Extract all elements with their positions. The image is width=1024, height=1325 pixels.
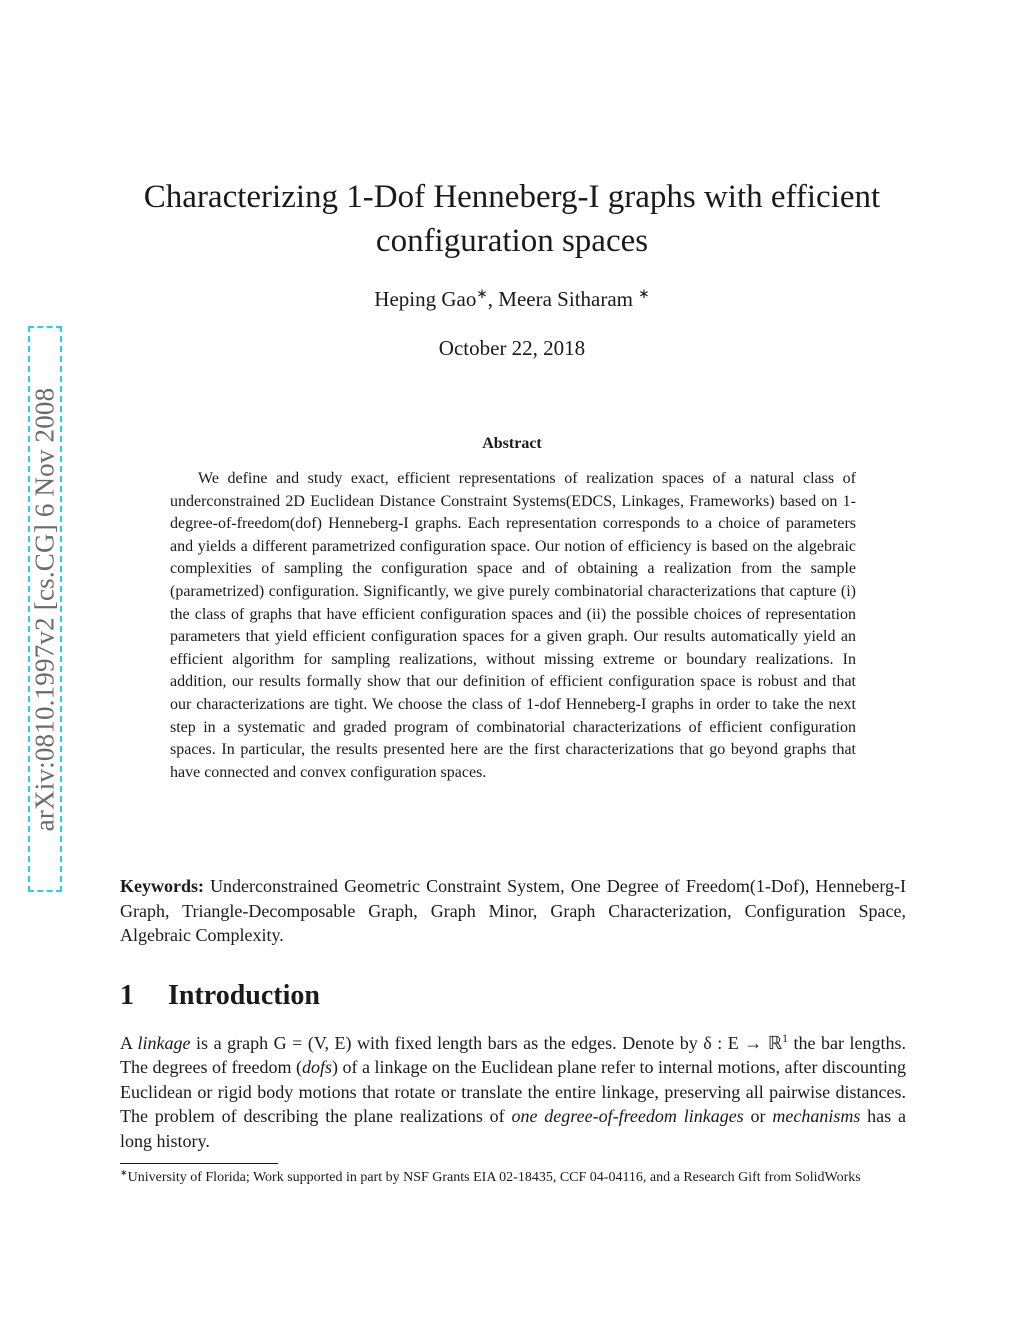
author-separator: , (487, 287, 499, 311)
intro-text: the bar lengths. The degrees of freedom ( (120, 1033, 906, 1078)
section-number: 1 (120, 980, 134, 1011)
footnote-mark: ∗ (120, 1167, 128, 1178)
author-line (100, 287, 924, 312)
affiliation-mark: ∗ (476, 286, 488, 301)
author-name: Meera Sitharam (498, 287, 633, 311)
footnote-rule (120, 1163, 278, 1164)
paper-date: October 22, 2018 (438, 336, 586, 360)
intro-text: A (120, 1033, 138, 1053)
arxiv-stamp (28, 326, 62, 892)
abstract-body: We define and study exact, efficient representations of realization spaces of a natural class of underconstrained 2D Euclidean Distance Constraint Systems(EDCS, Linkages, Frameworks) based on 1-degree-of-freedom(dof) Henneberg-I graphs. Each representation corresponds to a choice of parameters and yields a different parametrized configuration space. Our notion of efficiency is based on the algebraic complexities of sampling the configuration space and of obtaining a realization from the sample (parametrized) configuration. Significantly, we give purely combinatorial characterizations that capture (i) the class of graphs that have efficient configuration spaces and (ii) the possible choices of representation parameters that yield efficient configuration spaces for a given graph. Our results automatically yield an efficient algorithm for sampling realizations, without missing extreme or boundary realizations. In addition, our results formally show that our definition of efficient configuration space is robust and that our characterizations are tight. We choose the class of 1-dof Henneberg-I graphs in order to take the next step in a systematic and graded program of combinatorial characterizations of efficient configuration spaces. In particular, the results presented here are the first characterizations that go beyond graphs that have connected and convex configuration spaces. (170, 470, 856, 781)
intro-term: linkage (137, 1033, 191, 1053)
arxiv-stamp-text: arXiv:0810.1997v2 [cs.CG] 6 Nov 2008 (29, 387, 60, 831)
author-name: Heping Gao (374, 287, 477, 311)
intro-text: or (743, 1106, 773, 1127)
paper-title: Characterizing 1-Dof Henneberg-I graphs with efficient configuration spaces (143, 179, 881, 259)
keywords-label: Keywords: (120, 876, 204, 896)
section-heading (120, 980, 906, 1012)
footnote-text: University of Florida; Work supported in part by NSF Grants EIA 02-18435, CCF 04-04116, and a Research Gift from SolidWorks (127, 1170, 861, 1185)
intro-term: dofs (301, 1057, 332, 1078)
intro-text: is a graph G = (V, E) with fixed length bars as the edges. Denote by δ : E → ℝ (190, 1033, 783, 1053)
keywords-text: Underconstrained Geometric Constraint System, One Degree of Freedom(1-Dof), Henneberg-I Graph, Triangle-Decomposable Graph, Graph Minor, Graph Characterization, Configuration Space, Algebraic Complexity. (120, 876, 906, 945)
intro-text: ) of a linkage on the Euclidean plane refer to internal motions, after discounting Euclidean or rigid body motions that rotate or translate the entire linkage, preserving all pairwise distances. The problem of describing the plane realizations of (120, 1057, 906, 1127)
intro-superscript: 1 (782, 1032, 788, 1045)
footnote (120, 1168, 906, 1188)
intro-text: has a long history. (120, 1106, 906, 1151)
section-title: Introduction (168, 980, 320, 1011)
intro-paragraph (120, 1031, 906, 1153)
abstract-heading: Abstract (482, 435, 542, 452)
intro-term: one degree-of-freedom linkages (511, 1106, 744, 1127)
affiliation-mark: ∗ (638, 286, 650, 301)
keywords (120, 874, 906, 948)
intro-term: mechanisms (772, 1106, 861, 1127)
